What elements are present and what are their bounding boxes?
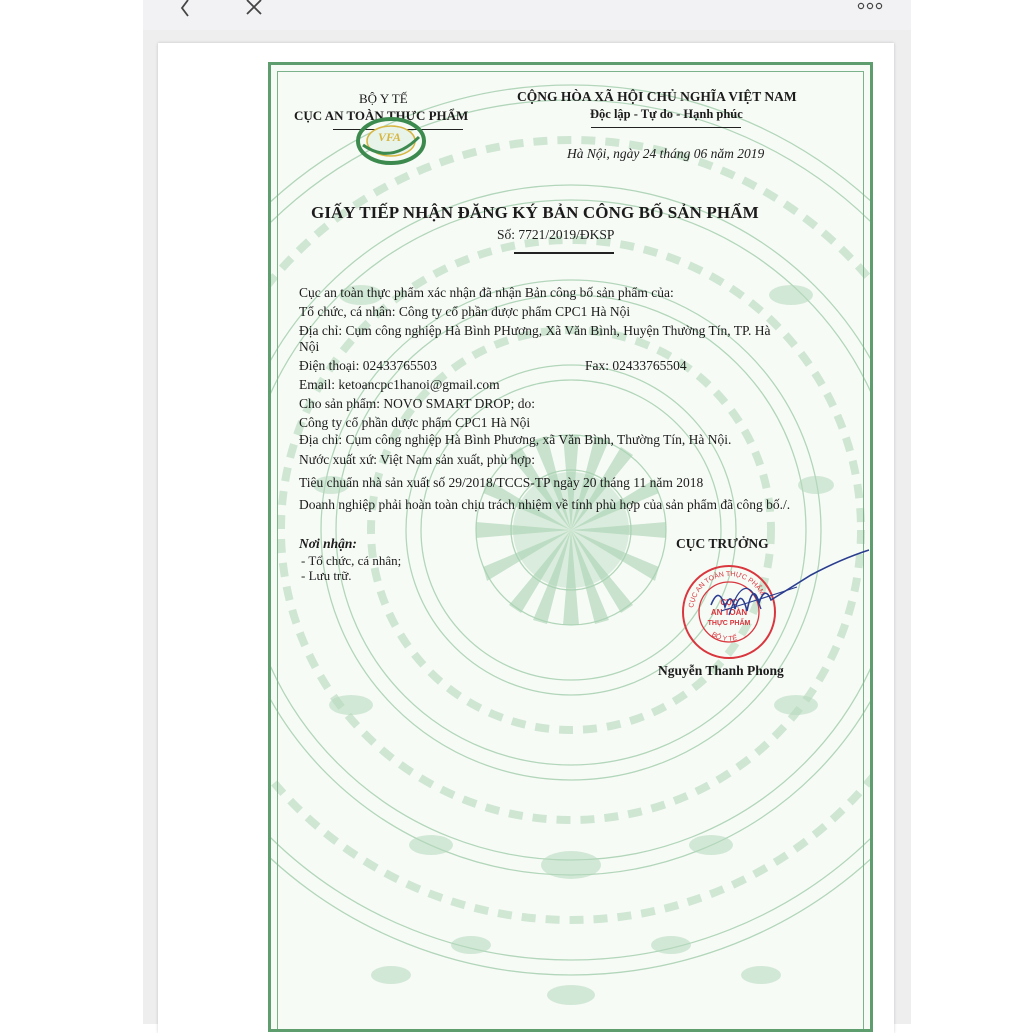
signature [701, 545, 871, 635]
phone-line: Điện thoại: 02433765503 [299, 358, 437, 373]
recipient-item: - Tổ chức, cá nhân; [301, 553, 402, 568]
certificate [268, 62, 873, 1032]
responsibility-line: Doanh nghiệp phải hoàn toàn chịu trách nhiệm về tính phù hợp của sản phẩm đã công bố./. [299, 497, 791, 512]
producer-line: Công ty cổ phần dược phẩm CPC1 Hà Nội [299, 415, 531, 430]
stamp-top-text: CỤC AN TOÀN THỰC PHẨM [688, 570, 766, 609]
standard-line: Tiêu chuẩn nhà sản xuất số 29/2018/TCCS-TP ngày 20 tháng 11 năm 2018 [299, 475, 704, 490]
ministry-name: BỘ Y TẾ [359, 91, 408, 106]
close-icon [240, 0, 268, 22]
address-line-2: Địa chỉ: Cụm công nghiệp Hà Bình Phương, xã Văn Bình, Thường Tín, Hà Nội. [299, 432, 732, 447]
email-line: Email: ketoancpc1hanoi@gmail.com [299, 377, 500, 392]
origin-line: Nước xuất xứ: Việt Nam sản xuất, phù hợp: [299, 452, 535, 467]
signer-name: Nguyễn Thanh Phong [658, 663, 784, 678]
certificate-number: Số: 7721/2019/ĐKSP [497, 227, 615, 242]
republic-name: CỘNG HÒA XÃ HỘI CHỦ NGHĨA VIỆT NAM [517, 89, 797, 104]
organization-line: Tổ chức, cá nhân: Công ty cổ phần dược phẩm CPC1 Hà Nội [299, 304, 631, 319]
place-date: Hà Nội, ngày 24 tháng 06 năm 2019 [567, 146, 765, 161]
agency-name: CỤC AN TOÀN THỰC PHẨM [294, 108, 469, 123]
viewer-toolbar [143, 0, 911, 30]
vfa-logo-text: VFA [378, 130, 401, 144]
more-options-icon [855, 0, 885, 22]
more-options-button[interactable] [855, 0, 885, 22]
product-line: Cho sản phẩm: NOVO SMART DROP; do: [299, 396, 535, 411]
address-line-1-cont: Nội [299, 339, 320, 354]
recipient-item: - Lưu trữ. [301, 568, 352, 583]
close-button[interactable] [240, 0, 268, 22]
address-line-1: Địa chỉ: Cụm công nghiệp Hà Bình PHương, Xã Văn Bình, Huyện Thường Tín, TP. Hà [299, 323, 771, 338]
stamp-center-text: THỰC PHẨM [707, 620, 751, 627]
back-button[interactable] [171, 0, 199, 22]
stamp-center-text: AN TOÀN [710, 608, 748, 617]
signer-title: CỤC TRƯỞNG [676, 536, 769, 551]
certificate-title: GIẤY TIẾP NHẬN ĐĂNG KÝ BẢN CÔNG BỐ SẢN PHẨM [311, 203, 759, 222]
stamp-bottom-text: BỘ Y TẾ [710, 631, 738, 643]
intro-line: Cục an toàn thực phẩm xác nhận đã nhận Bản công bố sản phẩm của: [299, 285, 674, 300]
chevron-left-icon [171, 0, 199, 22]
recipients-label: Nơi nhận: [299, 536, 357, 551]
stamp-center-text: CỤC [720, 598, 738, 607]
national-motto: Độc lập - Tự do - Hạnh phúc [590, 107, 743, 121]
fax-line: Fax: 02433765504 [585, 358, 687, 373]
title-underline [514, 252, 614, 254]
motto-underline [591, 127, 741, 128]
